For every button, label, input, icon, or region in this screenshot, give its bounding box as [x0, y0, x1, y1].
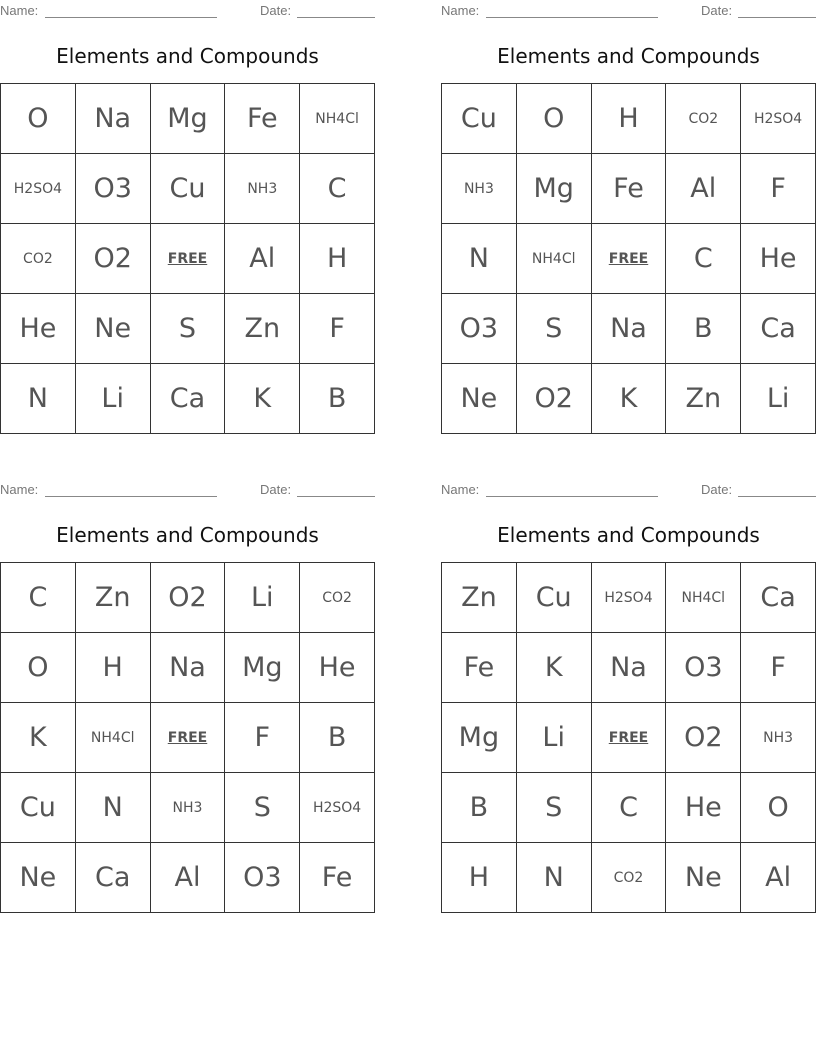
grid-cell: F — [741, 633, 816, 703]
grid-cell: Cu — [516, 563, 591, 633]
grid-row — [442, 224, 816, 294]
grid-cell: Al — [225, 224, 300, 294]
grid-cell: O3 — [666, 633, 741, 703]
name-label: Name: — [441, 3, 480, 18]
grid-cell: Fe — [300, 843, 375, 913]
grid-row — [442, 364, 816, 434]
grid-row — [1, 154, 375, 224]
grid-cell: Ne — [666, 843, 741, 913]
date-label: Date: — [260, 3, 292, 18]
grid-cell: NH3 — [225, 154, 300, 224]
name-line — [486, 496, 658, 497]
grid-cell: Cu — [1, 773, 76, 843]
bingo-grid — [0, 83, 375, 434]
grid-cell: H — [591, 84, 666, 154]
grid-cell: Mg — [150, 84, 225, 154]
grid-cell: F — [741, 154, 816, 224]
grid-cell: CO2 — [300, 563, 375, 633]
grid-cell: O — [1, 84, 76, 154]
grid-cell: O2 — [666, 703, 741, 773]
grid-cell: Na — [591, 294, 666, 364]
grid-cell: Zn — [442, 563, 517, 633]
grid-cell: Fe — [442, 633, 517, 703]
free-space-cell: FREE — [150, 703, 225, 773]
grid-cell: N — [75, 773, 150, 843]
bingo-card — [0, 0, 375, 434]
name-label: Name: — [0, 3, 39, 18]
grid-cell: Zn — [75, 563, 150, 633]
grid-row — [442, 633, 816, 703]
grid-cell: O3 — [225, 843, 300, 913]
grid-cell: Al — [741, 843, 816, 913]
grid-cell: O2 — [75, 224, 150, 294]
grid-cell: S — [150, 294, 225, 364]
grid-cell: C — [300, 154, 375, 224]
bingo-card — [0, 479, 375, 913]
grid-cell: O — [1, 633, 76, 703]
grid-cell: NH4Cl — [300, 84, 375, 154]
grid-cell: Mg — [442, 703, 517, 773]
grid-cell: Ca — [150, 364, 225, 434]
grid-cell: S — [225, 773, 300, 843]
grid-cell: O2 — [516, 364, 591, 434]
grid-cell: B — [666, 294, 741, 364]
grid-cell: O — [741, 773, 816, 843]
date-label: Date: — [260, 482, 292, 497]
card-header — [441, 479, 816, 499]
grid-cell: Ca — [741, 294, 816, 364]
grid-cell: N — [442, 224, 517, 294]
grid-row — [1, 773, 375, 843]
date-line — [297, 17, 375, 18]
grid-cell: Li — [516, 703, 591, 773]
grid-cell: NH4Cl — [75, 703, 150, 773]
grid-cell: CO2 — [666, 84, 741, 154]
grid-cell: C — [666, 224, 741, 294]
grid-row — [442, 84, 816, 154]
grid-cell: C — [591, 773, 666, 843]
grid-cell: B — [300, 703, 375, 773]
grid-cell: H — [300, 224, 375, 294]
date-label: Date: — [701, 482, 733, 497]
grid-row — [442, 563, 816, 633]
card-title: Elements and Compounds — [497, 523, 760, 547]
card-title: Elements and Compounds — [497, 44, 760, 68]
grid-cell: B — [442, 773, 517, 843]
name-line — [45, 496, 217, 497]
grid-cell: H — [442, 843, 517, 913]
name-line — [486, 17, 658, 18]
grid-cell: CO2 — [591, 843, 666, 913]
grid-cell: He — [1, 294, 76, 364]
date-line — [297, 496, 375, 497]
grid-cell: Cu — [150, 154, 225, 224]
grid-row — [1, 84, 375, 154]
grid-row — [1, 294, 375, 364]
bingo-grid — [0, 562, 375, 913]
free-space-cell: FREE — [591, 703, 666, 773]
grid-cell: He — [300, 633, 375, 703]
grid-cell: NH4Cl — [516, 224, 591, 294]
free-space-cell: FREE — [150, 224, 225, 294]
grid-row — [442, 703, 816, 773]
grid-cell: O2 — [150, 563, 225, 633]
grid-cell: H2SO4 — [591, 563, 666, 633]
grid-cell: S — [516, 773, 591, 843]
grid-cell: Mg — [516, 154, 591, 224]
date-line — [738, 17, 816, 18]
grid-cell: K — [1, 703, 76, 773]
bingo-grid — [441, 562, 816, 913]
name-label: Name: — [0, 482, 39, 497]
grid-cell: F — [225, 703, 300, 773]
grid-cell: H — [75, 633, 150, 703]
grid-cell: K — [591, 364, 666, 434]
grid-cell: O3 — [75, 154, 150, 224]
grid-cell: Al — [150, 843, 225, 913]
grid-row — [1, 224, 375, 294]
grid-cell: Al — [666, 154, 741, 224]
grid-cell: N — [516, 843, 591, 913]
grid-cell: Cu — [442, 84, 517, 154]
date-line — [738, 496, 816, 497]
grid-row — [1, 563, 375, 633]
name-label: Name: — [441, 482, 480, 497]
grid-cell: Ne — [1, 843, 76, 913]
grid-row — [442, 154, 816, 224]
grid-cell: Na — [75, 84, 150, 154]
grid-cell: K — [225, 364, 300, 434]
grid-cell: H2SO4 — [300, 773, 375, 843]
card-title: Elements and Compounds — [56, 523, 319, 547]
grid-cell: O — [516, 84, 591, 154]
grid-row — [1, 364, 375, 434]
grid-row — [1, 843, 375, 913]
grid-cell: Fe — [591, 154, 666, 224]
grid-cell: He — [741, 224, 816, 294]
grid-row — [442, 843, 816, 913]
bingo-grid — [441, 83, 816, 434]
date-label: Date: — [701, 3, 733, 18]
grid-cell: B — [300, 364, 375, 434]
grid-cell: F — [300, 294, 375, 364]
grid-cell: Zn — [225, 294, 300, 364]
grid-cell: Ca — [741, 563, 816, 633]
grid-cell: He — [666, 773, 741, 843]
grid-cell: Li — [75, 364, 150, 434]
grid-cell: CO2 — [1, 224, 76, 294]
grid-cell: Li — [741, 364, 816, 434]
grid-cell: Li — [225, 563, 300, 633]
grid-cell: NH4Cl — [666, 563, 741, 633]
grid-cell: Fe — [225, 84, 300, 154]
card-header — [0, 479, 375, 499]
card-header — [441, 0, 816, 20]
grid-cell: Zn — [666, 364, 741, 434]
grid-cell: NH3 — [741, 703, 816, 773]
bingo-card — [441, 0, 816, 434]
grid-cell: Ne — [75, 294, 150, 364]
grid-cell: NH3 — [150, 773, 225, 843]
grid-row — [442, 294, 816, 364]
grid-cell: S — [516, 294, 591, 364]
grid-cell: H2SO4 — [1, 154, 76, 224]
grid-cell: Ne — [442, 364, 517, 434]
grid-row — [442, 773, 816, 843]
bingo-card — [441, 479, 816, 913]
name-line — [45, 17, 217, 18]
grid-cell: NH3 — [442, 154, 517, 224]
grid-cell: Mg — [225, 633, 300, 703]
card-title: Elements and Compounds — [56, 44, 319, 68]
grid-cell: O3 — [442, 294, 517, 364]
grid-cell: Na — [150, 633, 225, 703]
grid-cell: Ca — [75, 843, 150, 913]
grid-row — [1, 633, 375, 703]
grid-row — [1, 703, 375, 773]
free-space-cell: FREE — [591, 224, 666, 294]
grid-cell: H2SO4 — [741, 84, 816, 154]
grid-cell: K — [516, 633, 591, 703]
card-header — [0, 0, 375, 20]
grid-cell: C — [1, 563, 76, 633]
grid-cell: Na — [591, 633, 666, 703]
grid-cell: N — [1, 364, 76, 434]
